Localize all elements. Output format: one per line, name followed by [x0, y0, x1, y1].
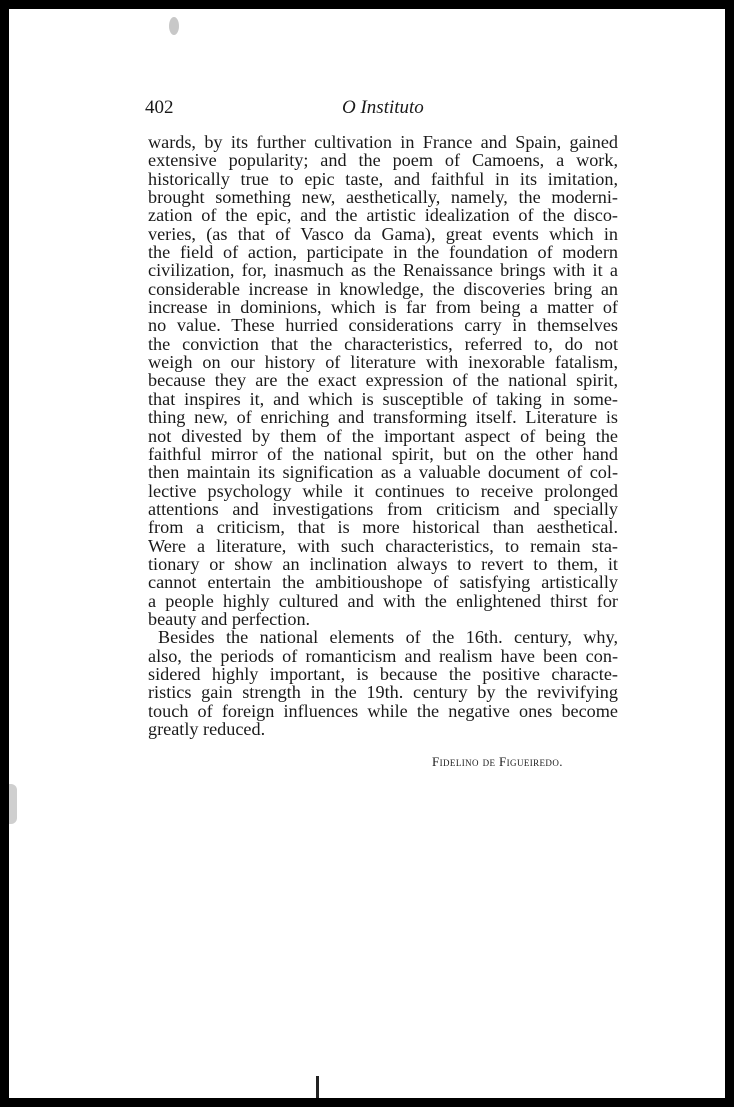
text-line: Were a literature, with such characteristics, to remain sta-: [148, 535, 618, 556]
text-line: veries, (as that of Vasco da Gama), great events which in: [148, 223, 618, 244]
body-text: [148, 133, 618, 738]
text-line: that inspires it, and which is susceptible of taking in some-: [148, 388, 618, 409]
text-line: considerable increase in knowledge, the discoveries bring an: [148, 278, 618, 299]
text-line: a people highly cultured and with the enlightened thirst for: [148, 590, 618, 611]
scan-artifact: [316, 1076, 319, 1098]
paper-speck: [169, 17, 179, 35]
text-line: not divested by them of the important aspect of being the: [148, 425, 618, 446]
text-line: weigh on our history of literature with inexorable fatalism,: [148, 352, 618, 373]
text-line: extensive popularity; and the poem of Camoens, a work,: [148, 150, 618, 171]
paragraph-end-line: beauty and perfection.: [148, 608, 311, 629]
text-line: sidered highly important, is because the positive characte-: [148, 663, 618, 684]
text-line: from a criticism, that is more historical than aesthetical.: [148, 517, 618, 538]
text-line: thing new, of enriching and transforming itself. Literature is: [148, 407, 618, 428]
text-line: civilization, for, inasmuch as the Renaissance brings with it a: [148, 260, 618, 281]
page-header: [9, 97, 725, 121]
text-line: the field of action, participate in the foundation of modern: [148, 242, 618, 263]
text-line: tionary or show an inclination always to revert to them, it: [148, 553, 618, 574]
text-line: also, the periods of romanticism and realism have been con-: [148, 645, 618, 666]
text-line: brought something new, aesthetically, namely, the moderni-: [148, 187, 618, 208]
text-line: because they are the exact expression of the national spirit,: [148, 370, 618, 391]
page-number: 402: [145, 97, 174, 118]
text-line: historically true to epic taste, and faithful in its imitation,: [148, 168, 618, 189]
running-title: O Instituto: [342, 97, 424, 118]
text-line: lective psychology while it continues to receive prolonged: [148, 480, 618, 501]
text-line: increase in dominions, which is far from being a matter of: [148, 297, 618, 318]
text-line: then maintain its signification as a valuable document of col-: [148, 462, 618, 483]
text-line: the conviction that the characteristics, referred to, do not: [148, 333, 618, 354]
text-line: faithful mirror of the national spirit, but on the other hand: [148, 443, 618, 464]
text-line: zation of the epic, and the artistic idealization of the disco-: [148, 205, 618, 226]
document-page: [9, 9, 725, 1098]
text-line: attentions and investigations from criticism and specially: [148, 498, 618, 519]
paragraph-end-line: greatly reduced.: [148, 719, 266, 739]
text-line: touch of foreign influences while the negative ones become: [148, 700, 618, 721]
text-line: wards, by its further cultivation in France and Spain, gained: [148, 132, 618, 152]
text-line: cannot entertain the ambitioushope of satisfying artistically: [148, 572, 618, 593]
paragraph-start-line: Besides the national elements of the 16th. century, why,: [158, 627, 618, 648]
text-line: ristics gain strength in the 19th. century by the revivifying: [148, 682, 618, 703]
paper-edge-mark: [9, 784, 17, 824]
text-line: no value. These hurried considerations carry in themselves: [148, 315, 618, 336]
author-signature: Fidelino de Figueiredo.: [432, 754, 563, 769]
